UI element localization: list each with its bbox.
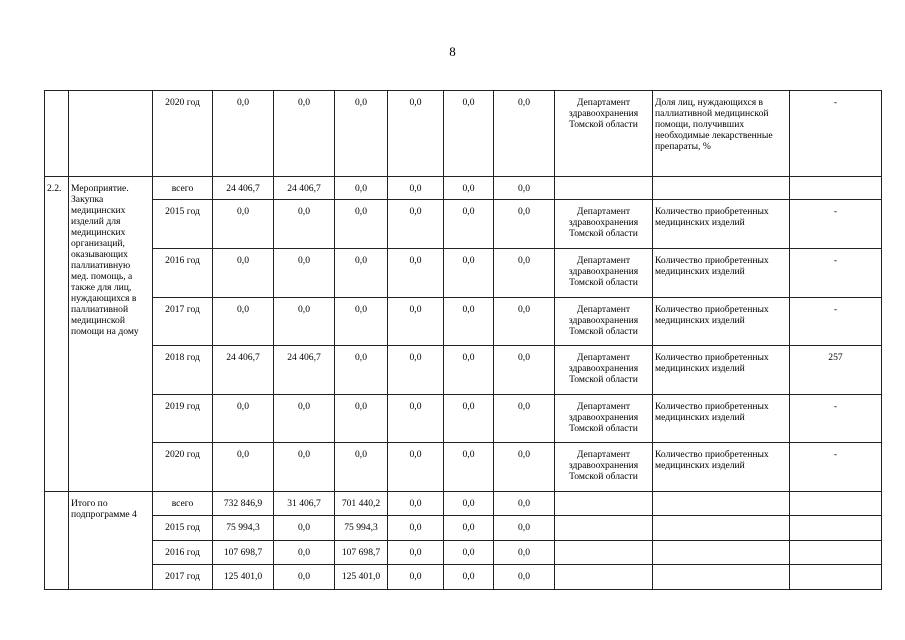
table-row (45, 491, 882, 516)
value-cell: 24 406,7 (274, 177, 335, 200)
target-cell (790, 540, 882, 565)
value-cell: 0,0 (274, 297, 335, 346)
value-cell: 0,0 (335, 177, 388, 200)
value-cell: 0,0 (444, 297, 494, 346)
value-cell: 0,0 (444, 491, 494, 516)
year-cell: 2020 год (153, 443, 213, 492)
year-cell: 2015 год (153, 200, 213, 249)
value-cell: 0,0 (494, 297, 555, 346)
table-row (45, 91, 882, 177)
value-cell: 0,0 (444, 565, 494, 590)
value-cell: 0,0 (274, 200, 335, 249)
responsible-cell (555, 540, 653, 565)
responsible-cell: Департамент здравоохранения Томской области (555, 200, 653, 249)
program-table (44, 90, 882, 590)
value-cell: 0,0 (213, 394, 274, 443)
value-cell: 0,0 (388, 565, 444, 590)
responsible-cell (555, 491, 653, 516)
table-row (45, 297, 882, 346)
value-cell: 701 440,2 (335, 491, 388, 516)
number-cell (45, 491, 69, 589)
responsible-cell (555, 516, 653, 541)
value-cell: 107 698,7 (335, 540, 388, 565)
value-cell: 0,0 (335, 91, 388, 177)
value-cell: 0,0 (213, 443, 274, 492)
section-name: Мероприятие. Закупка медицинских изделий для медицинских организаций, оказывающих паллиативную мед. помощь, а также для лиц, нуждающихся в паллиативной медицинской помощи на дому (69, 177, 153, 492)
value-cell: 0,0 (444, 177, 494, 200)
target-cell (790, 516, 882, 541)
value-cell: 0,0 (494, 249, 555, 298)
indicator-cell (653, 491, 790, 516)
value-cell: 0,0 (494, 200, 555, 249)
value-cell: 0,0 (494, 516, 555, 541)
target-cell: 257 (790, 346, 882, 395)
year-cell: 2016 год (153, 540, 213, 565)
value-cell: 0,0 (274, 249, 335, 298)
year-cell: 2019 год (153, 394, 213, 443)
target-cell: - (790, 200, 882, 249)
value-cell: 0,0 (388, 297, 444, 346)
name-cell (69, 91, 153, 177)
value-cell: 0,0 (388, 516, 444, 541)
table-row (45, 516, 882, 541)
target-cell (790, 565, 882, 590)
indicator-cell: Количество приобретенных медицинских изделий (653, 249, 790, 298)
value-cell: 0,0 (494, 540, 555, 565)
value-cell: 0,0 (444, 91, 494, 177)
value-cell: 0,0 (444, 200, 494, 249)
indicator-cell (653, 177, 790, 200)
year-cell: всего (153, 491, 213, 516)
value-cell: 0,0 (274, 540, 335, 565)
table-row (45, 249, 882, 298)
value-cell: 0,0 (494, 565, 555, 590)
target-cell (790, 491, 882, 516)
table-row (45, 443, 882, 492)
value-cell: 0,0 (444, 346, 494, 395)
responsible-cell: Департамент здравоохранения Томской области (555, 91, 653, 177)
value-cell: 0,0 (335, 200, 388, 249)
value-cell: 0,0 (335, 443, 388, 492)
year-cell: 2015 год (153, 516, 213, 541)
target-cell: - (790, 91, 882, 177)
value-cell: 125 401,0 (213, 565, 274, 590)
indicator-cell: Количество приобретенных медицинских изделий (653, 297, 790, 346)
value-cell: 0,0 (335, 249, 388, 298)
page-number: 8 (449, 44, 456, 59)
indicator-cell (653, 516, 790, 541)
target-cell: - (790, 297, 882, 346)
indicator-cell: Количество приобретенных медицинских изделий (653, 394, 790, 443)
value-cell: 0,0 (444, 443, 494, 492)
year-cell: 2018 год (153, 346, 213, 395)
value-cell: 0,0 (213, 297, 274, 346)
value-cell: 0,0 (494, 443, 555, 492)
responsible-cell: Департамент здравоохранения Томской области (555, 443, 653, 492)
value-cell: 75 994,3 (213, 516, 274, 541)
target-cell: - (790, 443, 882, 492)
value-cell: 0,0 (335, 394, 388, 443)
value-cell: 0,0 (494, 177, 555, 200)
value-cell: 31 406,7 (274, 491, 335, 516)
value-cell: 24 406,7 (213, 346, 274, 395)
value-cell: 0,0 (388, 177, 444, 200)
value-cell: 75 994,3 (335, 516, 388, 541)
value-cell: 0,0 (444, 516, 494, 541)
year-cell: 2016 год (153, 249, 213, 298)
year-cell: 2020 год (153, 91, 213, 177)
target-cell: - (790, 249, 882, 298)
value-cell: 0,0 (494, 346, 555, 395)
value-cell: 0,0 (274, 443, 335, 492)
value-cell: 0,0 (274, 516, 335, 541)
value-cell: 0,0 (494, 91, 555, 177)
value-cell: 0,0 (388, 394, 444, 443)
table-row (45, 394, 882, 443)
year-cell: 2017 год (153, 297, 213, 346)
value-cell: 0,0 (213, 249, 274, 298)
value-cell: 0,0 (335, 297, 388, 346)
value-cell: 0,0 (444, 249, 494, 298)
responsible-cell (555, 565, 653, 590)
value-cell: 0,0 (388, 91, 444, 177)
value-cell: 24 406,7 (274, 346, 335, 395)
section-number: 2.2. (45, 177, 69, 492)
indicator-cell: Количество приобретенных медицинских изделий (653, 346, 790, 395)
target-cell: - (790, 394, 882, 443)
year-cell: всего (153, 177, 213, 200)
subprogram-total-name: Итого по подпрограмме 4 (69, 491, 153, 589)
value-cell: 0,0 (213, 200, 274, 249)
value-cell: 0,0 (274, 91, 335, 177)
value-cell: 0,0 (213, 91, 274, 177)
year-cell: 2017 год (153, 565, 213, 590)
value-cell: 0,0 (494, 394, 555, 443)
value-cell: 0,0 (388, 346, 444, 395)
value-cell: 0,0 (388, 491, 444, 516)
value-cell: 0,0 (444, 540, 494, 565)
indicator-cell (653, 540, 790, 565)
table-row (45, 540, 882, 565)
responsible-cell: Департамент здравоохранения Томской области (555, 394, 653, 443)
indicator-cell: Доля лиц, нуждающихся в паллиативной медицинской помощи, получивших необходимые лекарственные препараты, % (653, 91, 790, 177)
table-row (45, 200, 882, 249)
responsible-cell: Департамент здравоохранения Томской области (555, 297, 653, 346)
value-cell: 0,0 (388, 200, 444, 249)
table-row (45, 565, 882, 590)
responsible-cell: Департамент здравоохранения Томской области (555, 249, 653, 298)
indicator-cell (653, 565, 790, 590)
value-cell: 732 846,9 (213, 491, 274, 516)
target-cell (790, 177, 882, 200)
responsible-cell: Департамент здравоохранения Томской области (555, 346, 653, 395)
value-cell: 0,0 (335, 346, 388, 395)
value-cell: 125 401,0 (335, 565, 388, 590)
value-cell: 0,0 (388, 540, 444, 565)
table-row (45, 346, 882, 395)
value-cell: 0,0 (494, 491, 555, 516)
value-cell: 0,0 (274, 394, 335, 443)
indicator-cell: Количество приобретенных медицинских изделий (653, 200, 790, 249)
value-cell: 0,0 (274, 565, 335, 590)
indicator-cell: Количество приобретенных медицинских изделий (653, 443, 790, 492)
responsible-cell (555, 177, 653, 200)
table-row (45, 177, 882, 200)
value-cell: 0,0 (444, 394, 494, 443)
value-cell: 0,0 (388, 249, 444, 298)
value-cell: 0,0 (388, 443, 444, 492)
value-cell: 24 406,7 (213, 177, 274, 200)
value-cell: 107 698,7 (213, 540, 274, 565)
number-cell (45, 91, 69, 177)
